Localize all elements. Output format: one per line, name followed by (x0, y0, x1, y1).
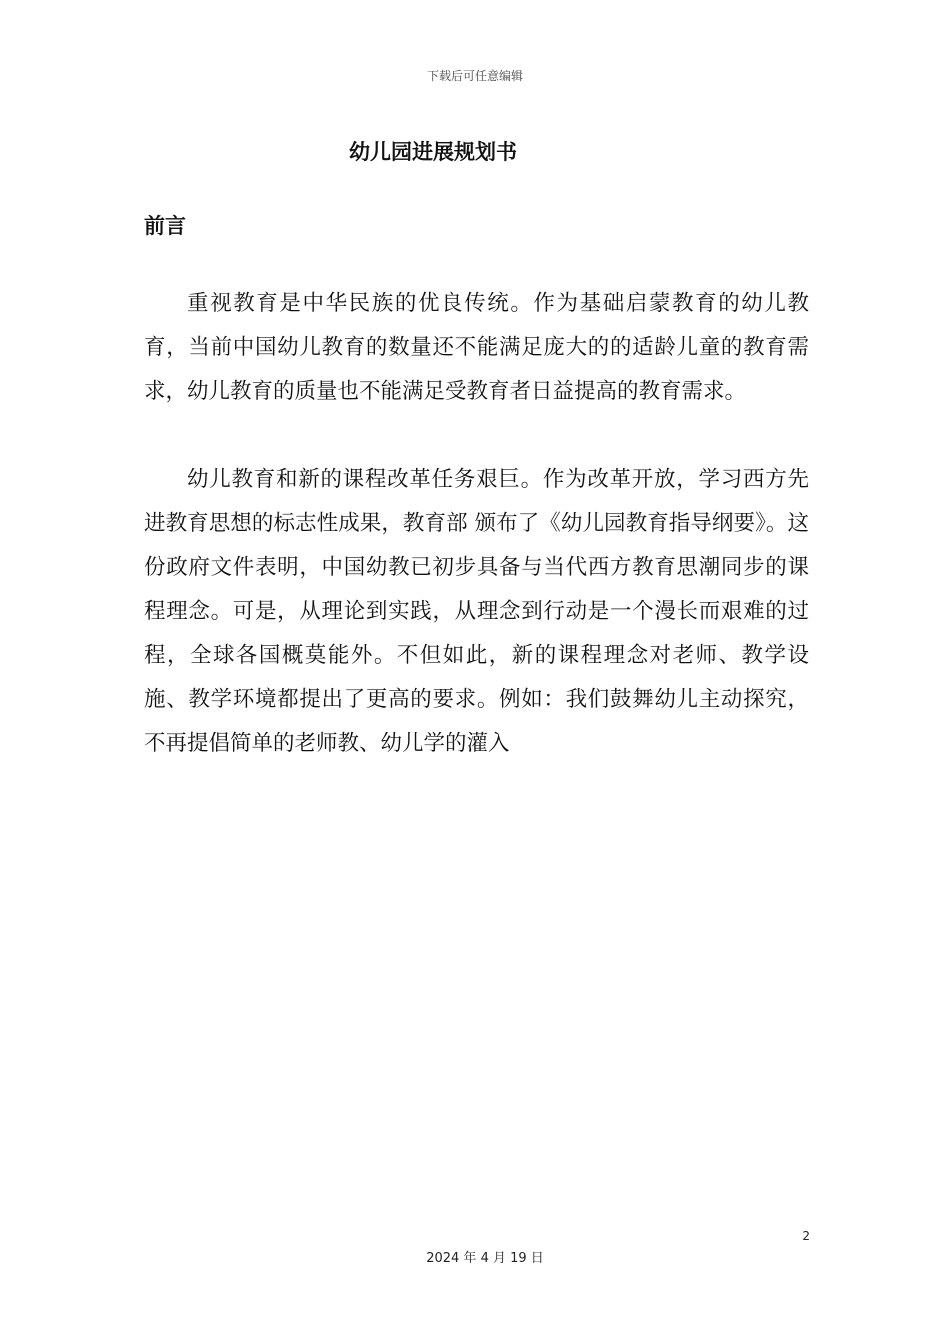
page-header: 下载后可任意编辑 (426, 69, 523, 83)
paragraph-2: 幼儿教育和新的课程改革任务艰巨。作为改革开放，学习西方先进教育思想的标志性成果，教育部 颁布了《幼儿园教育指导纲要》。这份政府文件表明，中国幼教已初步具备与当代西方教育思潮同步的课程理念。可是，从理论到实践，从理念到行动是一个漫长而艰难的过程，全球各国概莫能外。不但如此，新的课程理念对老师、教学设施、教学环境都提出了更高的要求。例如：我们鼓舞幼儿主动探究，不再提倡简单的老师教、幼儿学的灌入 (144, 467, 809, 756)
paragraph-1: 重视教育是中华民族的优良传统。作为基础启蒙教育的幼儿教育，当前中国幼儿教育的数量还不能满足庞大的的适龄儿童的教育需求，幼儿教育的质量也不能满足受教育者日益提高的教育需求。 (144, 291, 809, 404)
page-number: 2 (802, 1229, 810, 1243)
body-text (144, 282, 809, 810)
section-heading: 前言 (144, 214, 186, 238)
document-title: 幼儿园进展规划书 (349, 140, 517, 164)
page-footer-date: 2024 年 4 月 19 日 (426, 1251, 544, 1266)
